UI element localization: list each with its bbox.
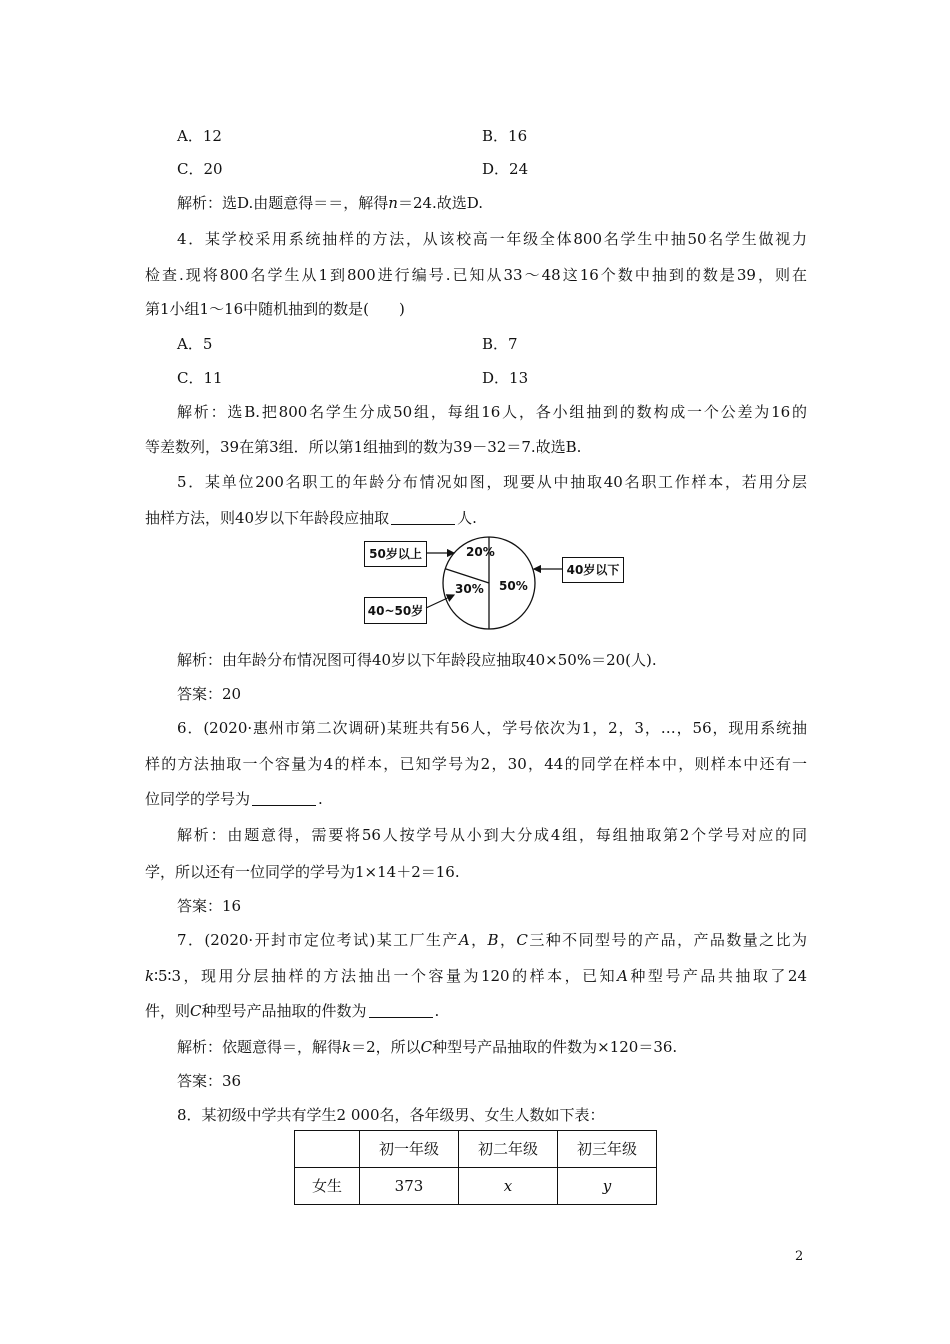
- q3-option-a: A．12: [177, 127, 222, 145]
- q7-text: ∶5∶3，现用分层抽样的方法抽出一个容量为120的样本，已知: [154, 967, 618, 985]
- q7-sol-text: 解析：依题意得＝，解得: [177, 1038, 343, 1056]
- grade-table: [294, 1130, 657, 1205]
- q4-stem-line1: 4．某学校采用系统抽样的方法，从该校高一年级全体800名学生中抽50名学生做视力: [177, 230, 807, 248]
- q4-option-a: A．5: [177, 335, 213, 353]
- q7-text: .: [434, 1002, 440, 1020]
- q7-text: 7．(2020·开封市定位考试)某工厂生产: [177, 931, 459, 949]
- q6-stem-line1: 6．(2020·惠州市第二次调研)某班共有56人，学号依次为1，2，3，…，56，现用系统抽: [177, 719, 807, 737]
- table-cell: 女生: [295, 1168, 360, 1205]
- q4-solution-line2: 等差数列，39在第3组．所以第1组抽到的数为39－32＝7.故选B.: [145, 438, 582, 456]
- q4-option-b: B．7: [482, 335, 518, 353]
- q7-text: 种型号产品共抽取了24: [627, 967, 807, 985]
- q3-solution-text-a: 解析：选D.由题意得＝＝，解得: [177, 194, 389, 212]
- q5-solution: 解析：由年龄分布情况图可得40岁以下年龄段应抽取40×50%＝20(人).: [177, 651, 657, 669]
- q8-stem: 8．某初级中学共有学生2 000名，各年级男、女生人数如下表：: [177, 1106, 605, 1124]
- legend-arrows: [360, 535, 630, 635]
- q3-option-b: B．16: [482, 127, 528, 145]
- q7-stem-line3: [145, 1004, 439, 1019]
- q6-stem-line3: [145, 792, 323, 807]
- q3-option-d: D．24: [482, 160, 529, 178]
- table-header-cell: 初三年级: [558, 1131, 657, 1168]
- q4-stem-line3: 第1小组1～16中随机抽到的数是( ): [145, 300, 405, 318]
- page-number: 2: [795, 1249, 804, 1264]
- q7-text: 件，则: [145, 1002, 191, 1020]
- q7-text: ，: [469, 931, 488, 949]
- pie-label-50plus: 20%: [466, 545, 495, 559]
- q5-stem-text-b: 人.: [457, 509, 477, 527]
- q4-option-d: D．13: [482, 369, 529, 387]
- q6-stem-line2: 样的方法抽取一个容量为4的样本，已知学号为2，30，44的同学在样本中，则样本中还有一: [145, 755, 807, 773]
- q3-solution-var-n: n: [388, 194, 398, 212]
- q6-answer: 答案：16: [177, 897, 242, 915]
- q3-solution-text-b: ＝24.故选D.: [397, 194, 484, 212]
- legend-box-40to50: 40~50岁: [364, 597, 427, 624]
- q7-sol-var: k: [342, 1038, 352, 1056]
- q7-var: C: [190, 1002, 202, 1020]
- table-cell: x: [459, 1168, 558, 1205]
- table-header-cell: 初二年级: [459, 1131, 558, 1168]
- table-row: [295, 1168, 657, 1205]
- q7-sol-text: 种型号产品抽取的件数为×120＝36.: [432, 1038, 678, 1056]
- q7-var: k: [145, 967, 155, 985]
- arrow-40to50: [426, 595, 454, 608]
- pie-label-under40: 50%: [499, 579, 528, 593]
- legend-box-50plus: 50岁以上: [364, 541, 427, 567]
- q6-stem-period: .: [318, 790, 323, 808]
- answer-blank: [252, 805, 316, 806]
- table-header-cell: [295, 1131, 360, 1168]
- table-cell: 373: [360, 1168, 459, 1205]
- table-header-cell: 初一年级: [360, 1131, 459, 1168]
- q7-var: A: [617, 967, 628, 985]
- q5-stem-text-a: 抽样方法，则40岁以下年龄段应抽取: [145, 509, 390, 527]
- q7-answer: 答案：36: [177, 1072, 242, 1090]
- q5-answer: 答案：20: [177, 685, 242, 703]
- q7-text: ，: [498, 931, 517, 949]
- answer-blank: [391, 524, 455, 525]
- q7-stem-line1: [177, 933, 807, 948]
- table-cell: y: [558, 1168, 657, 1205]
- q3-solution: [177, 196, 483, 211]
- q7-var: C: [516, 931, 528, 949]
- q4-stem-line2: 检查.现将800名学生从1到800进行编号.已知从33～48这16个数中抽到的数是39，则在: [145, 266, 807, 284]
- q6-solution-line1: 解析：由题意得，需要将56人按学号从小到大分成4组，每组抽取第2个学号对应的同: [177, 826, 807, 844]
- legend-box-under40: 40岁以下: [562, 557, 624, 583]
- q5-stem-line2: [145, 511, 477, 526]
- q6-stem-text: 位同学的学号为: [145, 790, 251, 808]
- q7-text: 种型号产品抽取的件数为: [201, 1002, 367, 1020]
- q5-stem-line1: 5．某单位200名职工的年龄分布情况如图，现要从中抽取40名职工作样本，若用分层: [177, 473, 807, 491]
- answer-blank: [369, 1017, 433, 1018]
- q7-var: B: [487, 931, 499, 949]
- q7-solution: [177, 1040, 677, 1055]
- q7-text: 三种不同型号的产品，产品数量之比为: [527, 931, 807, 949]
- q4-solution-line1: 解析：选B.把800名学生分成50组，每组16人，各小组抽到的数构成一个公差为16的: [177, 403, 807, 421]
- q6-solution-line2: 学，所以还有一位同学的学号为1×14＋2＝16.: [145, 863, 460, 881]
- q7-sol-text: ＝2，所以: [351, 1038, 421, 1056]
- q7-sol-var: C: [420, 1038, 433, 1056]
- pie-label-40to50: 30%: [455, 582, 484, 596]
- q7-stem-line2: [145, 969, 807, 984]
- q3-option-c: C．20: [177, 160, 223, 178]
- q7-var: A: [458, 931, 470, 949]
- q4-option-c: C．11: [177, 369, 223, 387]
- table-header-row: [295, 1131, 657, 1168]
